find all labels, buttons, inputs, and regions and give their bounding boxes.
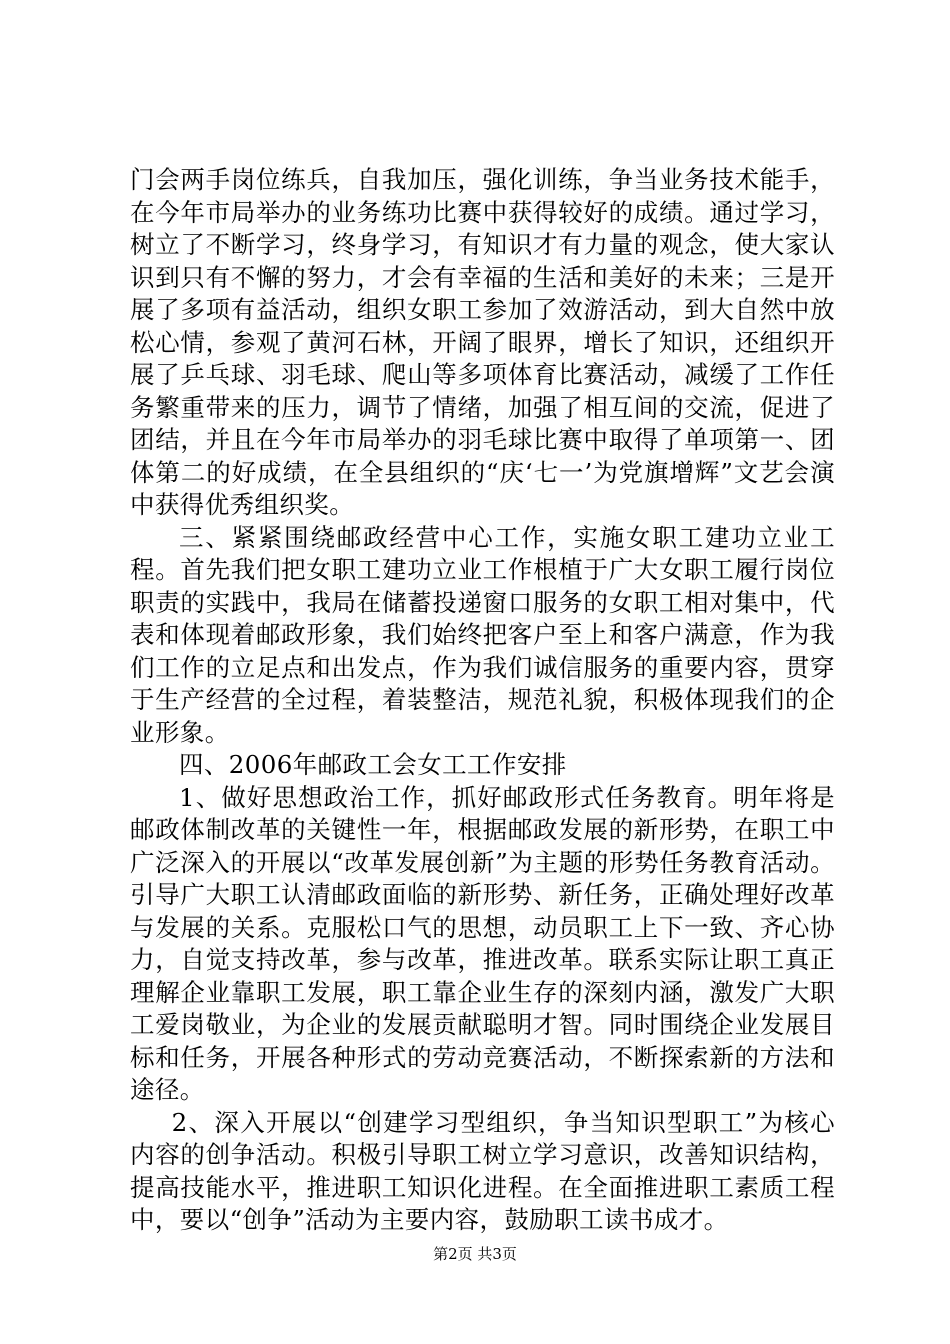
paragraph-section-four-heading: 四、2006年邮政工会女工工作安排	[179, 750, 567, 779]
paragraph-item-two: 2、深入开展以“创建学习型组织，争当知识型职工”为核心内容的创争活动。积极引导职工树立学习意识，改善知识结构，提高技能水平，推进职工知识化进程。在全面推进职工素质工程中，要以“创争”活动为主要内容，鼓励职工读书成才。	[130, 1107, 835, 1234]
paragraph-section-three: 三、紧紧围绕邮政经营中心工作，实施女职工建功立业工程。首先我们把女职工建功立业工作根植于广大女职工履行岗位职责的实践中，我局在储蓄投递窗口服务的女职工相对集中，代表和体现着邮政形象，我们始终把客户至上和客户满意，作为我们工作的立足点和出发点，作为我们诚信服务的重要内容，贯穿于生产经营的全过程，着装整洁，规范礼貌，积极体现我们的企业形象。	[130, 522, 835, 747]
document-body	[130, 164, 835, 1237]
paragraph-continuation: 门会两手岗位练兵，自我加压，强化训练，争当业务技术能手，在今年市局举办的业务练功比赛中获得较好的成绩。通过学习，树立了不断学习，终身学习，有知识才有力量的观念，使大家认识到只有不懈的努力，才会有幸福的生活和美好的未来；三是开展了多项有益活动，组织女职工参加了效游活动，到大自然中放松心情，参观了黄河石林，开阔了眼界，增长了知识，还组织开展了乒乓球、羽毛球、爬山等多项体育比赛活动，减缓了工作任务繁重带来的压力，调节了情绪，加强了相互间的交流，促进了团结，并且在今年市局举办的羽毛球比赛中取得了单项第一、团体第二的好成绩，在全县组织的“庆‘七一’为党旗增辉”文艺会演中获得优秀组织奖。	[130, 165, 835, 519]
page-footer: 第2页 共3页	[433, 1245, 517, 1263]
paragraph-item-one: 1、做好思想政治工作，抓好邮政形式任务教育。明年将是邮政体制改革的关键性一年，根据邮政发展的新形势，在职工中广泛深入的开展以“改革发展创新”为主题的形势任务教育活动。引导广大职工认清邮政面临的新形势、新任务，正确处理好改革与发展的关系。克服松口气的思想，动员职工上下一致、齐心协力，自觉支持改革，参与改革，推进改革。联系实际让职工真正理解企业靠职工发展，职工靠企业生存的深刻内涵，激发广大职工爱岗敬业，为企业的发展贡献聪明才智。同时围绕企业发展目标和任务，开展各种形式的劳动竞赛活动，不断探索新的方法和途径。	[130, 782, 835, 1104]
